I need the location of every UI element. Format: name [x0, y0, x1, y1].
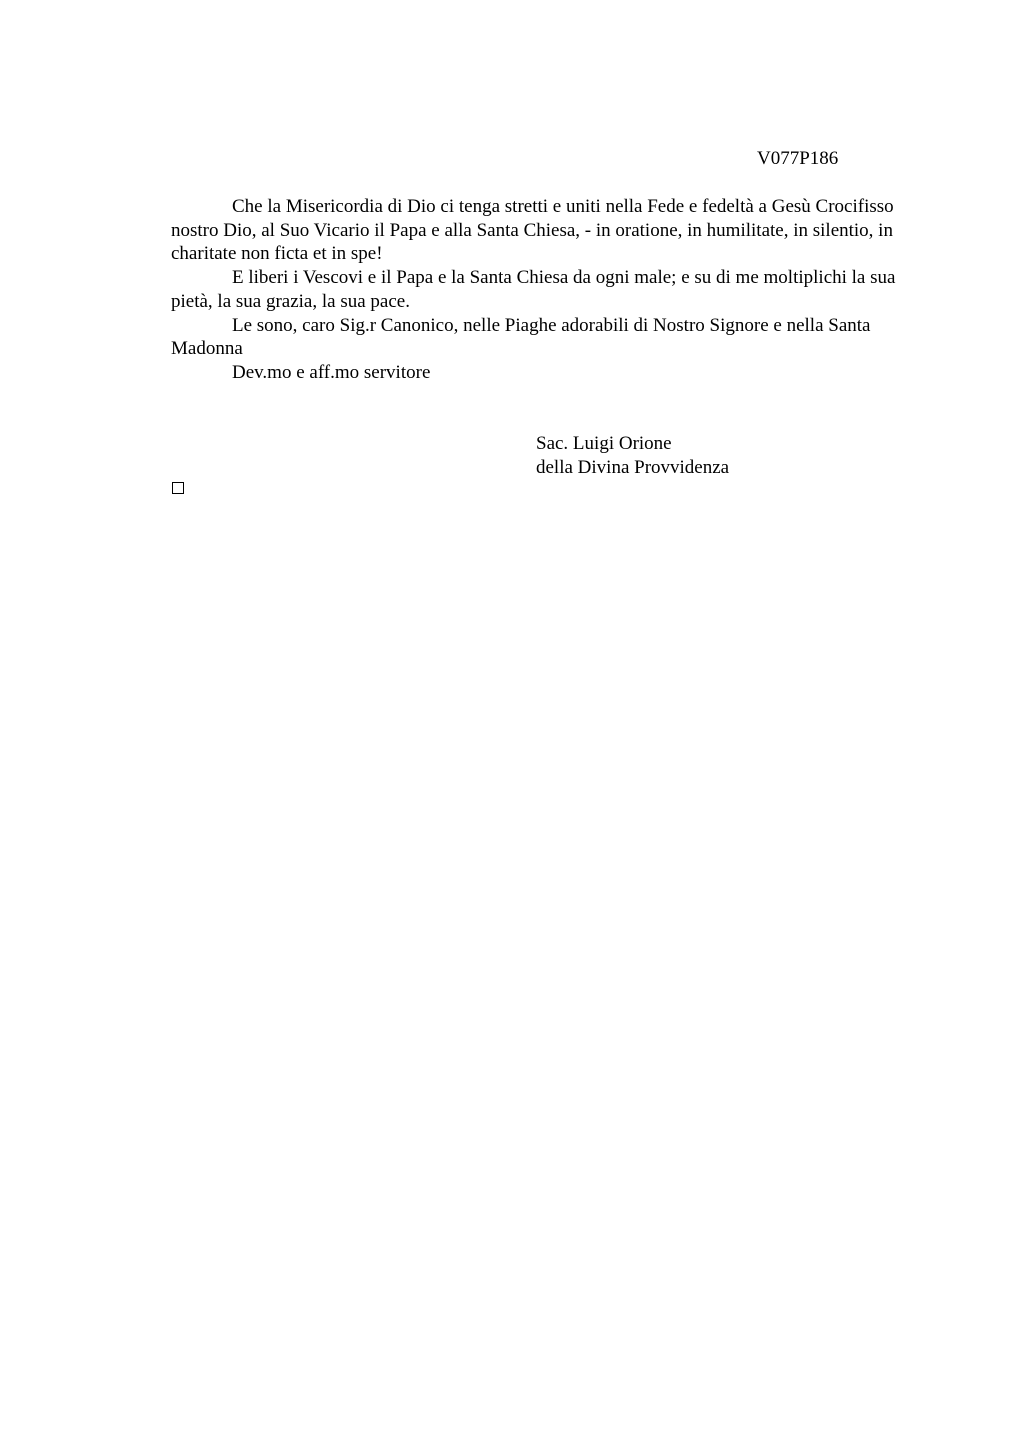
closing-line: Dev.mo e aff.mo servitore [232, 361, 431, 383]
empty-square-icon [172, 482, 184, 494]
signature-name: Sac. Luigi Orione [536, 433, 672, 454]
document-reference: V077P186 [757, 148, 839, 169]
signature-block [536, 432, 729, 480]
paragraph-1: Che la Misericordia di Dio ci tenga stretti e uniti nella Fede e fedeltà a Gesù Crocifisso nostro Dio, al Suo Vicario il Papa e alla Santa Chiesa, - in oratione, in humilitate, in silentio, in charitate non ficta et in spe! [171, 196, 894, 265]
signature-affiliation: della Divina Provvidenza [536, 457, 730, 478]
paragraph-2: E liberi i Vescovi e il Papa e la Santa Chiesa da ogni male; e su di me moltiplichi la sua pietà, la sua grazia, la sua pace. [171, 267, 896, 312]
letter-body [171, 195, 936, 385]
paragraph-3: Le sono, caro Sig.r Canonico, nelle Piaghe adorabili di Nostro Signore e nella Santa Madonna [171, 314, 871, 360]
